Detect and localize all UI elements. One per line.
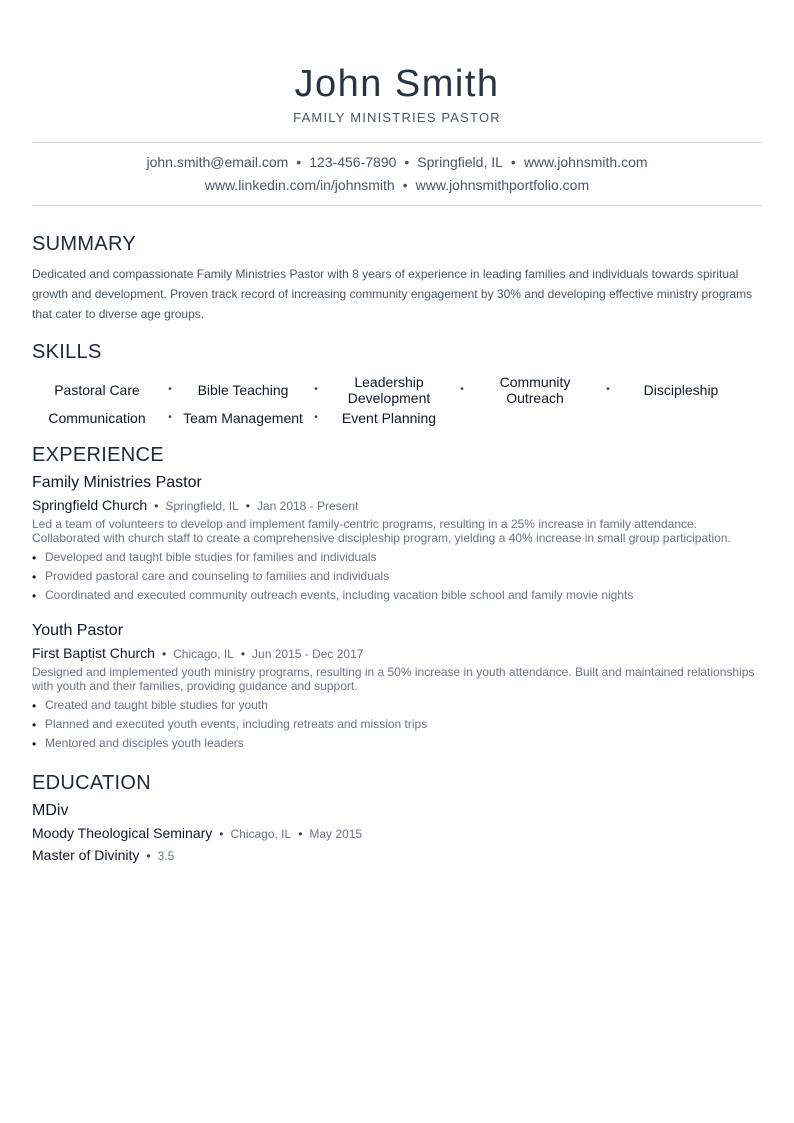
contact-email[interactable]: john.smith@email.com [146, 154, 289, 170]
gpa: 3.5 [157, 849, 175, 863]
separator-dot: • [161, 647, 167, 661]
list-item: • Provided pastoral care and counseling to families and individuals [32, 567, 762, 586]
separator-dot: • [402, 177, 408, 193]
job-description: Designed and implemented youth ministry programs, resulting in a 50% increase in youth attendance. Built and maintained relationships with youth and their families, providing guidance and support. [32, 665, 755, 693]
skill-separator: • [460, 384, 464, 395]
skill-item: Communication [48, 410, 146, 426]
contact-line-1 [32, 151, 762, 174]
skill-item: Team Management [183, 410, 303, 426]
skill-separator: • [168, 412, 172, 423]
job-meta [32, 496, 762, 515]
job-meta [32, 644, 762, 663]
contact-bar [32, 142, 762, 206]
education-meta [32, 824, 762, 843]
skill-item: Pastoral Care [54, 382, 140, 398]
job-dates: Jun 2015 - Dec 2017 [252, 647, 364, 661]
contact-line-2 [32, 174, 762, 197]
contact-website[interactable]: www.johnsmith.com [523, 154, 648, 170]
skills-row [32, 374, 762, 406]
skill-separator: • [314, 412, 318, 423]
job-organization: First Baptist Church [32, 645, 155, 661]
list-item: • Planned and executed youth events, including retreats and mission trips [32, 715, 762, 734]
resume-header [32, 0, 762, 126]
degree-meta [32, 846, 762, 865]
job-bullets [32, 548, 762, 605]
separator-dot: • [296, 154, 302, 170]
job-role: Family Ministries Pastor [32, 474, 202, 491]
job-description: Led a team of volunteers to develop and implement family-centric programs, resulting in a 25% increase in family attendance. Collaborated with church staff to create a comprehensive discipleship program, yielding a 40% increase in small group participation. [32, 517, 731, 545]
summary-heading: SUMMARY [32, 233, 136, 255]
job-entry [32, 473, 762, 605]
contact-location: Springfield, IL [417, 154, 503, 170]
skill-item: Bible Teaching [197, 382, 289, 398]
summary-section [32, 232, 762, 324]
job-location: Springfield, IL [165, 499, 239, 513]
list-item: • Developed and taught bible studies for families and individuals [32, 548, 762, 567]
skills-section [32, 340, 762, 427]
list-item: • Mentored and disciples youth leaders [32, 734, 762, 753]
list-item: • Coordinated and executed community outreach events, including vacation bible school and family movie nights [32, 586, 762, 605]
separator-dot: • [240, 647, 246, 661]
education-section [32, 771, 762, 865]
skill-item: Community Outreach [499, 374, 571, 406]
school-name: Moody Theological Seminary [32, 825, 213, 841]
skills-heading: SKILLS [32, 341, 102, 363]
education-heading: EDUCATION [32, 772, 151, 794]
separator-dot: • [404, 154, 410, 170]
job-role: Youth Pastor [32, 622, 124, 639]
job-entry [32, 621, 762, 753]
school-location: Chicago, IL [230, 827, 292, 841]
separator-dot: • [510, 154, 516, 170]
contact-phone: 123-456-7890 [309, 154, 397, 170]
graduation-date: May 2015 [309, 827, 363, 841]
candidate-name: John Smith [294, 63, 500, 105]
separator-dot: • [154, 499, 159, 513]
separator-dot: • [219, 827, 224, 841]
experience-section [32, 443, 762, 753]
list-item: • Created and taught bible studies for youth [32, 696, 762, 715]
job-organization: Springfield Church [32, 497, 148, 513]
job-bullets [32, 696, 762, 753]
skill-separator: • [606, 384, 610, 395]
job-location: Chicago, IL [173, 647, 234, 661]
skill-separator: • [314, 384, 318, 395]
skill-item: Discipleship [643, 382, 719, 398]
separator-dot: • [146, 849, 151, 863]
skill-item: Leadership Development [347, 374, 431, 406]
skill-item: Event Planning [341, 410, 437, 426]
degree-short: MDiv [32, 802, 69, 819]
contact-portfolio[interactable]: www.johnsmithportfolio.com [415, 177, 590, 193]
separator-dot: • [298, 827, 303, 841]
candidate-title: FAMILY MINISTRIES PASTOR [293, 110, 501, 125]
skills-row [32, 409, 762, 427]
job-dates: Jan 2018 - Present [256, 499, 359, 513]
degree-full: Master of Divinity [32, 847, 140, 863]
experience-heading: EXPERIENCE [32, 444, 164, 466]
summary-text: Dedicated and compassionate Family Ministries Pastor with 8 years of experience in leading families and individuals towards spiritual growth and development. Proven track record of increasing community engagement by 30% and developing effective ministry programs that cater to diverse age groups. [32, 267, 753, 321]
separator-dot: • [245, 499, 250, 513]
skill-separator: • [168, 384, 172, 395]
contact-linkedin[interactable]: www.linkedin.com/in/johnsmith [204, 177, 395, 193]
